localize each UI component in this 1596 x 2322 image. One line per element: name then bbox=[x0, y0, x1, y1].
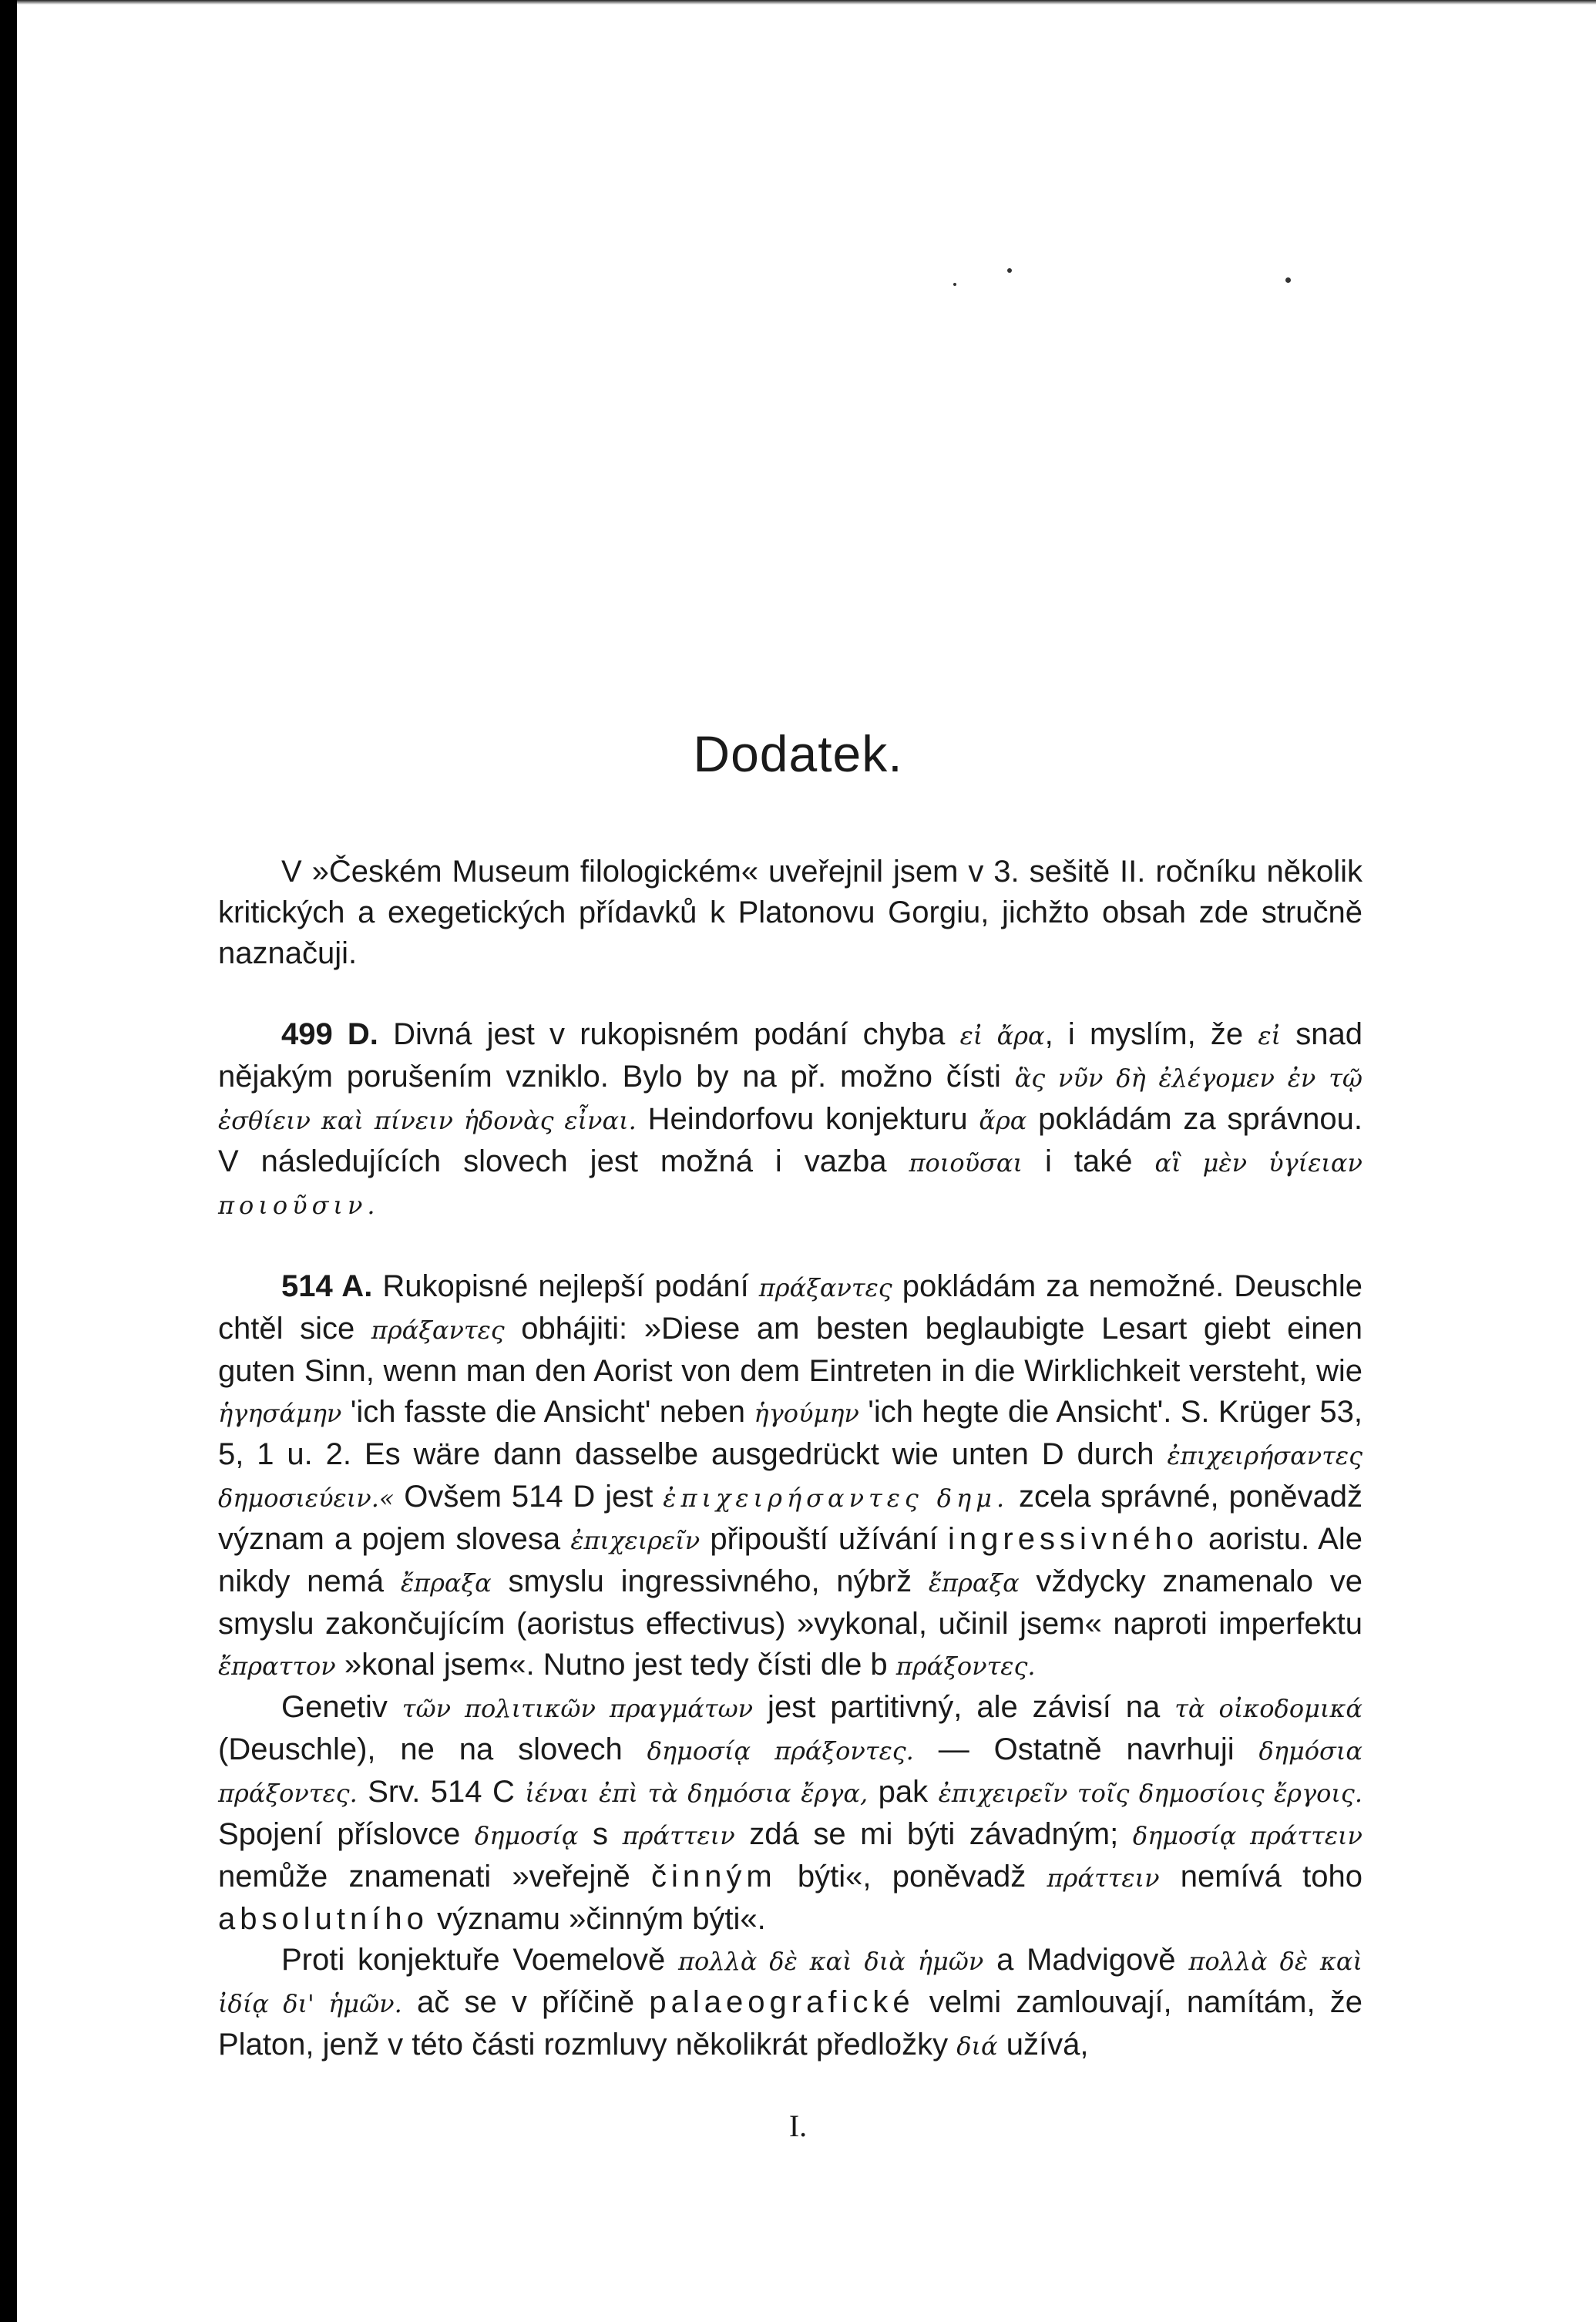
text-run: »konal jsem«. Nutno jest tedy čísti dle b bbox=[335, 1648, 896, 1682]
greek-text: ἐπιχειρεῖν τοῖς δημοσίοις ἔργοις. bbox=[938, 1779, 1363, 1808]
paragraph-499d bbox=[218, 1014, 1362, 1226]
greek-text: ποιοῦσαι bbox=[909, 1148, 1023, 1178]
greek-text: πράξαντες bbox=[371, 1316, 505, 1345]
greek-text: δημόσια πράξοντες. bbox=[218, 1736, 1363, 1808]
speck bbox=[1007, 268, 1012, 273]
greek-text: ποιοῦσιν. bbox=[218, 1191, 380, 1220]
greek-text: ἔπραξα bbox=[400, 1568, 492, 1598]
text-run: i také bbox=[1023, 1144, 1155, 1178]
spaced-text: palaeografické bbox=[649, 1985, 915, 2019]
page-title: Dodatek. bbox=[693, 725, 903, 782]
greek-text: τῶν πολιτικῶν πραγμάτων bbox=[402, 1694, 754, 1723]
spaced-text: činným bbox=[651, 1860, 777, 1894]
text-run: 'ich hegte die Ansicht'. S. Krüger 53, 5, 1 u. 2. Es wäre dann dasselbe ausgedrückt wie unten D durch bbox=[218, 1395, 1362, 1471]
scan-top-edge bbox=[17, 0, 1596, 5]
greek-text: ἐπιχειρήσαντες δημ. bbox=[663, 1484, 1010, 1513]
paragraph-intro: V »Českém Museum filologickém« uveřejnil jsem v 3. sešitě II. ročníku několik kritických a exegetických přídavků k Platonovu Gorgiu, jichžto obsah zde stručně naznačuji. bbox=[218, 855, 1362, 970]
document-body bbox=[218, 852, 1362, 2067]
greek-text: ἡγούμην bbox=[754, 1399, 859, 1428]
greek-text: αἳ μὲν ὑγίειαν bbox=[1154, 1148, 1362, 1178]
greek-text: πολλὰ δὲ καὶ ἰδίᾳ δι' ἡμῶν. bbox=[218, 1947, 1363, 2018]
greek-text: δημοσίᾳ πράττειν bbox=[1132, 1821, 1362, 1850]
text-run: nemívá toho bbox=[1159, 1860, 1363, 1894]
spaced-text: absolutního bbox=[218, 1902, 428, 1936]
greek-text: ἡγησάμην bbox=[218, 1399, 342, 1428]
greek-text: ἐπιχειρεῖν bbox=[570, 1526, 701, 1555]
greek-text: ἰέναι ἐπὶ τὰ δημόσια ἔργα, bbox=[525, 1779, 869, 1808]
greek-text: πολλὰ δὲ καὶ διὰ ἡμῶν bbox=[678, 1947, 984, 1976]
text-run: s bbox=[578, 1817, 623, 1851]
text-run: smyslu ingressivného, nýbrž bbox=[491, 1564, 929, 1598]
text-run: Divná jest v rukopisném podání chyba bbox=[378, 1017, 960, 1051]
text-run: pokládám za správnou. V následujících slovech jest možná i vazba bbox=[218, 1102, 1363, 1178]
text-run: připouští užívání bbox=[700, 1522, 949, 1556]
greek-text: δημοσίᾳ πράξοντες. bbox=[647, 1736, 914, 1766]
text-run: ač se v příčině bbox=[402, 1985, 650, 2019]
text-run: 'ich fasste die Ansicht' neben bbox=[341, 1395, 754, 1429]
greek-text: ἐπιχειρήσαντες δημοσιεύειν.« bbox=[218, 1441, 1362, 1513]
greek-text: πράττειν bbox=[1047, 1863, 1160, 1893]
text-run: pak bbox=[868, 1775, 939, 1809]
page-number: I. bbox=[788, 2109, 808, 2143]
greek-text: πράττειν bbox=[622, 1821, 735, 1850]
text-run: (Deuschle), ne na slovech bbox=[218, 1732, 647, 1766]
text-run: užívá, bbox=[997, 2028, 1089, 2062]
text-run: pokládám za nemožné. Deuschle chtěl sice bbox=[218, 1269, 1363, 1346]
greek-text: ἄρα bbox=[979, 1106, 1027, 1135]
greek-text: πράξαντες bbox=[758, 1273, 892, 1302]
text-run: významu »činným býti«. bbox=[428, 1902, 766, 1936]
spaced-text: ingressivného bbox=[948, 1522, 1198, 1556]
text-run: a Madvigově bbox=[983, 1943, 1189, 1977]
greek-text: δημοσίᾳ bbox=[474, 1821, 579, 1850]
text-run: aoristu. Ale nikdy nemá bbox=[218, 1522, 1362, 1598]
text-run: Genetiv bbox=[281, 1690, 402, 1724]
greek-text: πράξοντες. bbox=[895, 1652, 1036, 1681]
text-run: býti«, poněvadž bbox=[776, 1860, 1047, 1894]
text-run: Proti konjektuře Voemelově bbox=[281, 1943, 679, 1977]
text-run: nemůže znamenati »veřejně bbox=[218, 1860, 651, 1894]
text-run: — Ostatně navrhuji bbox=[913, 1732, 1259, 1766]
scan-edge bbox=[0, 0, 17, 2322]
text-run: Srv. 514 C bbox=[357, 1775, 526, 1809]
text-run: velmi zamlouvají, namítám, že Platon, jenž v této části rozmluvy několikrát předložky bbox=[218, 1985, 1363, 2062]
text-run: zcela správné, poněvadž význam a pojem slovesa bbox=[218, 1480, 1362, 1556]
greek-text: εἰ bbox=[1258, 1021, 1282, 1050]
speck bbox=[1285, 277, 1291, 283]
text-run: snad nějakým porušením vzniklo. Bylo by na př. možno čísti bbox=[218, 1017, 1363, 1094]
section-ref: 499 D. bbox=[281, 1017, 378, 1051]
text-run: , i myslím, že bbox=[1044, 1017, 1258, 1051]
text-run: Heindorfovu konjekturu bbox=[636, 1102, 979, 1136]
text-run: Spojení příslovce bbox=[218, 1817, 475, 1851]
text-run: obhájiti: »Diese am besten beglaubigte Lesart giebt einen guten Sinn, wenn man den Aorist von dem Eintreten in die Wirklichkeit versteht, wie bbox=[218, 1312, 1362, 1388]
text-run: Ovšem 514 D jest bbox=[394, 1480, 664, 1514]
greek-text: ἔπραξα bbox=[928, 1568, 1020, 1598]
section-ref: 514 A. bbox=[281, 1269, 373, 1303]
paragraph-genetiv bbox=[218, 1687, 1362, 1940]
text-run: Rukopisné nejlepší podání bbox=[372, 1269, 759, 1303]
paragraph-proti bbox=[218, 1940, 1362, 2067]
text-run: jest partitivný, ale závisí na bbox=[753, 1690, 1175, 1724]
text-run: vždycky znamenalo ve smyslu zakončujícím (aoristus effectivus) »vykonal, učinil jsem« naproti imperfektu bbox=[218, 1564, 1363, 1641]
paragraph-514a bbox=[218, 1266, 1362, 1687]
text-run: zdá se mi býti závadným; bbox=[734, 1817, 1133, 1851]
greek-text: ἔπραττον bbox=[218, 1652, 336, 1681]
speck bbox=[953, 283, 956, 286]
greek-text: διά bbox=[956, 2031, 998, 2061]
greek-text: ἃς νῦν δὴ ἐλέγομεν ἐν τῷ ἐσθίειν καὶ πίνειν ἡδονὰς εἶναι. bbox=[218, 1064, 1363, 1135]
greek-text: τὰ οἰκοδομικά bbox=[1174, 1694, 1363, 1723]
greek-text: εἰ ἄρα bbox=[959, 1021, 1045, 1050]
